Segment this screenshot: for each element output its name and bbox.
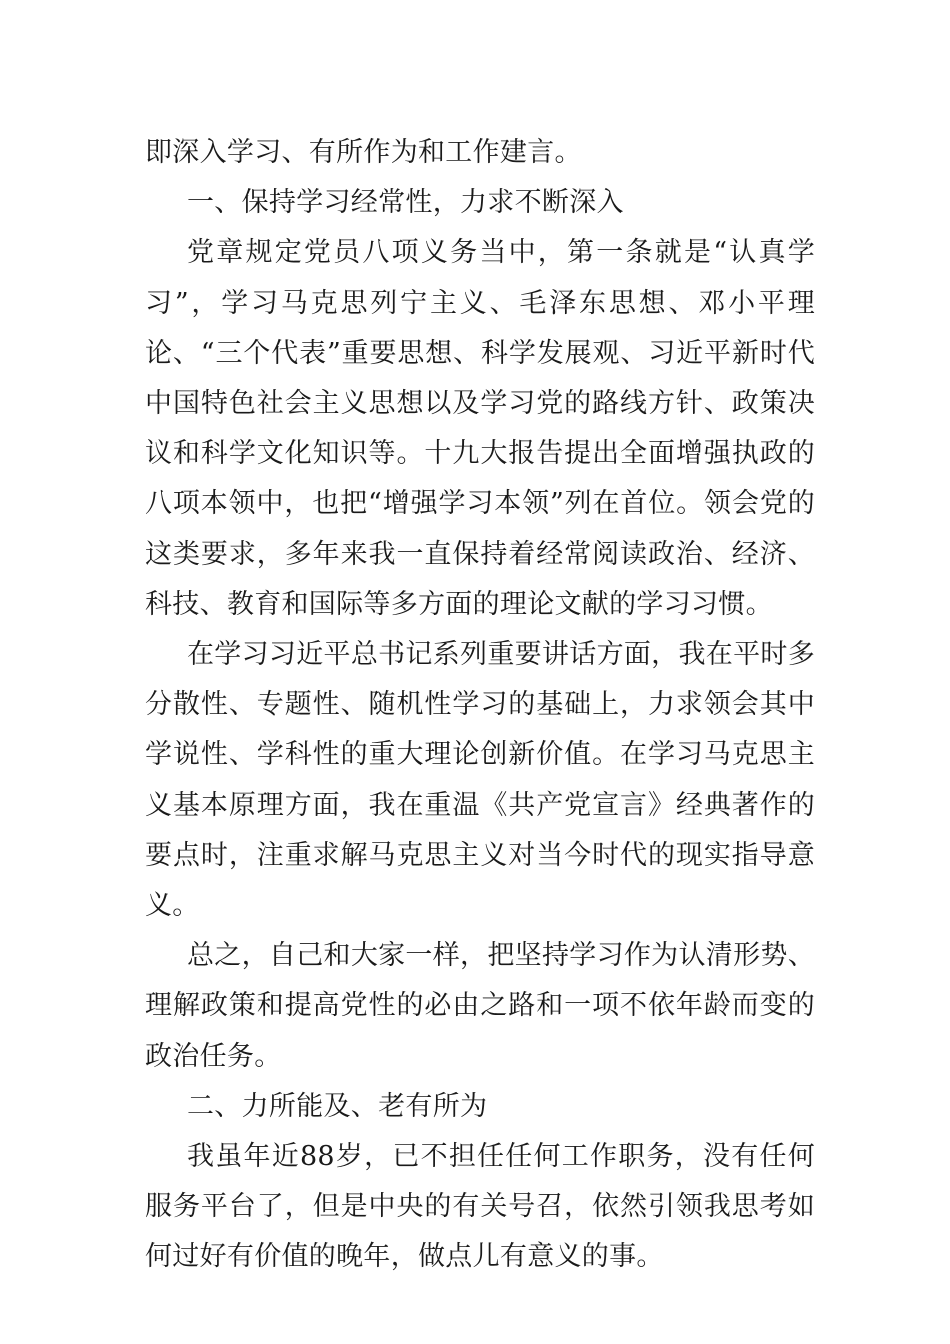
paragraph-age: 我虽年近88岁，已不担任任何工作职务，没有任何服务平台了，但是中央的有关号召，依然引领我思考如何过好有价值的晚年，做点儿有意义的事。 <box>145 1141 815 1273</box>
paragraph-continuation: 即深入学习、有所作为和工作建言。 <box>145 137 582 168</box>
section-heading-2: 二、力所能及、老有所为 <box>187 1090 488 1122</box>
paragraph-study-speeches: 在学习习近平总书记系列重要讲话方面，我在平时多分散性、专题性、随机性学习的基础上，力求领会其中学说性、学科性的重大理论创新价值。在学习马克思主义基本原理方面，我在重温《共产党宣言》经典著作的要点时，注重求解马克思主义对当今时代的现实指导意义。 <box>145 639 815 922</box>
paragraph-party-duties: 党章规定党员八项义务当中，第一条就是“认真学习”，学习马克思列宁主义、毛泽东思想、邓小平理论、“三个代表”重要思想、科学发展观、习近平新时代中国特色社会主义思想以及学习党的路线方针、政策决议和科学文化知识等。十九大报告提出全面增强执政的八项本领中，也把“增强学习本领”列在首位。领会党的这类要求，多年来我一直保持着经常阅读政治、经济、科技、教育和国际等多方面的理论文献的学习习惯。 <box>145 237 815 620</box>
paragraph-summary: 总之，自己和大家一样，把坚持学习作为认清形势、理解政策和提高党性的必由之路和一项不依年龄而变的政治任务。 <box>145 940 815 1072</box>
document-body <box>145 128 815 1283</box>
section-heading-1: 一、保持学习经常性，力求不断深入 <box>187 187 624 219</box>
